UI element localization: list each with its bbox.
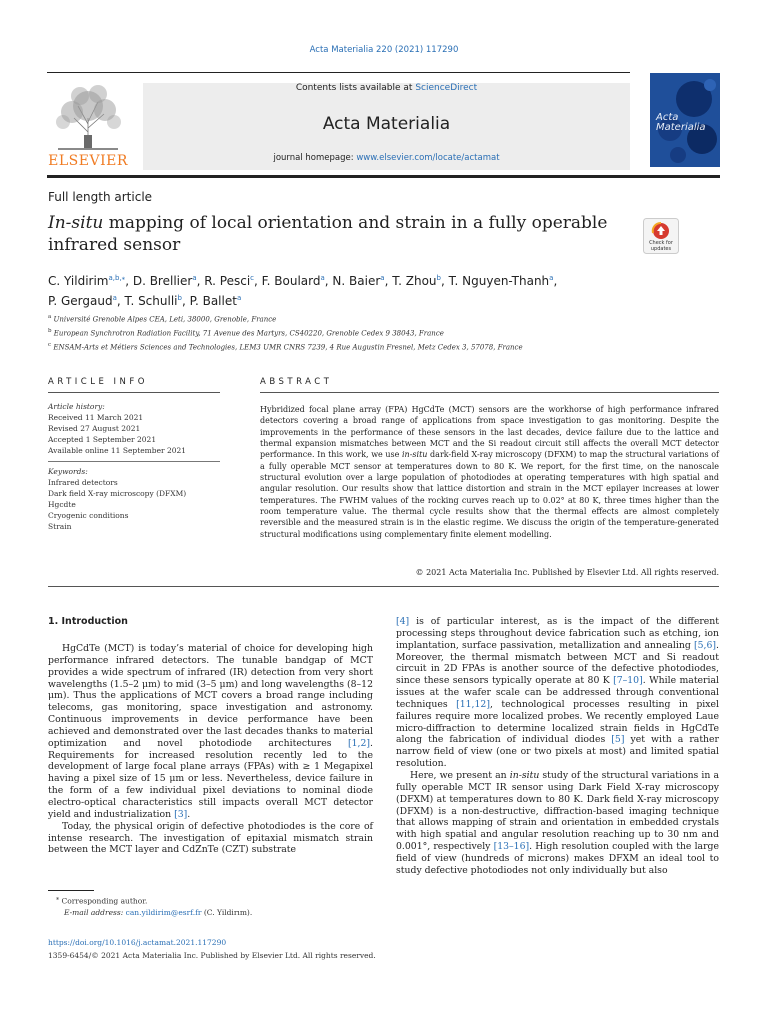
abstract-heading: ABSTRACT <box>260 377 333 387</box>
corresponding-author-footnote <box>48 893 373 918</box>
author[interactable]: N. Baier$^a$ <box>332 274 385 288</box>
keyword: Infrared detectors <box>48 478 118 487</box>
journal-citation[interactable]: Acta Materialia 220 (2021) 117290 <box>309 45 459 55</box>
journal-homepage-link[interactable]: www.elsevier.com/locate/actamat <box>356 153 500 163</box>
paragraph: Here, we present an in-situ study of the structural variations in a fully operable MCT IR sensor using Dark Field X-ray microscopy (DFXM) at temperatures down to 80 K. Dark field X-ray microscopy (DFXM) is a non-destructive, diffraction-based imaging technique that allows mapping of strain and orientation in embedded crystals with high spatial and angular resolution reaching up to 30 nm and 0.001°, respectively [13–16]. High resolution coupled with the large field of view (hundreds of microns) makes DFXM an ideal tool to study defective photodiodes not only individually but also <box>396 769 719 876</box>
cover-title-line1: Acta <box>656 112 679 123</box>
article-info-rule <box>48 392 220 393</box>
title-italic: In-situ <box>48 213 104 233</box>
journal-cover-thumbnail[interactable] <box>650 73 720 167</box>
paragraph-continued: [4] is of particular interest, as is the impact of the different processing steps throughout device fabrication such as etching, ion implantation, surface passivation, metallization and annealing [5,6]. Moreover, the thermal mismatch between MCT and Si readout circuit in 2D FPAs is another source of the defective photodiodes, since these sensors typically operate at 80 K [7–10]. While material issues at the wafer scale can be addressed through conventional techniques [11,12], technological processes resulting in pixel failures require more localized probes. We recently employed Laue micro-diffraction to determine localized strain fields in HgCdTe along the fabrication of individual diodes [5] yet with a rather narrow field of view (one or two pixels at most) and limited spatial resolution. <box>396 616 719 770</box>
keyword: Strain <box>48 522 72 531</box>
history-item: Available online 11 September 2021 <box>48 446 187 455</box>
citation-link[interactable]: [3] <box>174 808 188 820</box>
body-column-right <box>396 616 719 877</box>
citation-link[interactable]: [11,12] <box>456 698 490 710</box>
author[interactable]: T. Zhou$^b$ <box>392 274 441 288</box>
author-list <box>48 270 628 310</box>
check-updates-line1: Check for <box>649 240 673 246</box>
citation-link[interactable]: [5] <box>611 734 625 746</box>
affiliation: $^a$ Université Grenoble Alpes CEA, Leti, 38000, Grenoble, France <box>48 314 277 324</box>
affiliation: $^b$ European Synchrotron Radiation Facility, 71 Avenue des Martyrs, CS40220, Grenoble Cedex 9 38043, France <box>48 327 444 338</box>
authors-line-2: P. Gergaud$^a$, T. Schulli$^b$, P. Ballet$^a$ <box>48 294 242 308</box>
sciencedirect-link[interactable]: ScienceDirect <box>415 83 478 93</box>
corresponding-line: ⁎ Corresponding author. <box>56 895 148 906</box>
author[interactable]: R. Pesci$^c$ <box>204 274 255 288</box>
history-keywords-divider <box>48 461 220 462</box>
issn-copyright: 1359-6454/© 2021 Acta Materialia Inc. Published by Elsevier Ltd. All rights reserved. <box>48 951 376 960</box>
keywords-label: Keywords: <box>48 467 88 476</box>
author[interactable]: T. Schulli$^b$ <box>124 294 182 308</box>
history-label: Article history: <box>48 402 105 411</box>
affiliation: $^c$ ENSAM-Arts et Métiers Sciences and Technologies, LEM3 UMR CNRS 7239, 4 Rue Augustin Fresnel, Metz Cedex 3, 57078, France <box>48 341 523 351</box>
abstract-rule <box>260 392 719 393</box>
abstract-text: Hybridized focal plane array (FPA) HgCdTe (MCT) sensors are the workhorse of high performance infrared detectors covering a broad range of applications from space investigation to gas monitoring. Despite the improvements in the performance of these sensors in the last decades, device failure due to the lattice and thermal expansion mismatches between MCT and the Si readout circuit still affects the overall MCT detector performance. In this work, we use in-situ dark-field X-ray microscopy (DFXM) to map the structural variations of a fully operable MCT sensor at temperatures down to 80 K. We report, for the first time, on the nanoscale structural evolution over a large population of photodiodes at operating temperatures with high spatial and angular resolution. Our results show that lattice distortion and strain in the MCT epilayer increases at lower temperatures. The FWHM values of the rocking curves reach up to 0.02° at 80 K, three times higher than the room temperature value. The thermal cycle results show that the thermal effects are almost completely reversible and the measured strain is in the elastic regime. We discuss the origin of the temperature-generated structural modifications using complementary finite element modelling. <box>260 405 720 539</box>
abstract-copyright: © 2021 Acta Materialia Inc. Published by Elsevier Ltd. All rights reserved. <box>415 568 719 577</box>
keyword: Dark field X-ray microscopy (DFXM) <box>48 489 187 498</box>
author[interactable]: P. Ballet$^a$ <box>189 294 242 308</box>
keyword: Cryogenic conditions <box>48 511 129 520</box>
article-info-heading: ARTICLE INFO <box>48 377 148 387</box>
paragraph: HgCdTe (MCT) is today’s material of choice for developing high performance infrared detectors. The tunable bandgap of MCT provides a wide spectrum of infrared (IR) detection from very short wavelengths (1.5–2 μm) to mid (3–5 μm) and long wavelengths (8–12 μm). Thus the applications of MCT covers a broad range including telecoms, gas monitoring, space investigation and astronomy. Continuous improvements in device performance have been achieved and demonstrated over the last decades thanks to material optimization and novel photodiode architectures [1,2]. Requirements for increased resolution recently led to the development of large focal plane arrays (FPAs) with ≥ 1 Megapixel having a pixel size of 15 μm or less. Nevertheless, device failure in the form of a few individual pixel deviations to nominal diode electro-optical characteristics still impacts overall MCT detector yield and industrialization [3]. <box>48 643 374 820</box>
author[interactable]: D. Brellier$^a$ <box>132 274 197 288</box>
history-item: Accepted 1 September 2021 <box>48 435 157 444</box>
homepage-line <box>143 153 630 163</box>
doi-link[interactable]: https://doi.org/10.1016/j.actamat.2021.117290 <box>48 938 227 947</box>
homepage-prefix: journal homepage: <box>273 153 357 163</box>
footnote-rule <box>48 890 94 891</box>
citation-link[interactable]: [7–10] <box>613 675 643 687</box>
article-history <box>48 401 220 532</box>
article-type: Full length article <box>48 190 153 204</box>
check-updates-line2: updates <box>650 245 672 252</box>
paragraph: Today, the physical origin of defective photodiodes is the core of intense research. The investigation of epitaxial mismatch strain between the MCT layer and CdZnTe (CZT) substrate <box>48 820 373 856</box>
check-updates-label <box>643 241 679 252</box>
journal-name: Acta Materialia <box>322 114 451 134</box>
header-rule-bottom <box>47 175 720 178</box>
cover-title-line2: Materialia <box>656 122 706 133</box>
author[interactable]: T. Nguyen-Thanh$^a$ <box>448 274 554 288</box>
affiliations <box>48 312 688 353</box>
email-line: E-mail address: can.yildirim@esrf.fr (C. Yildirım). <box>64 907 253 917</box>
author-email-link[interactable]: can.yildirim@esrf.fr <box>125 907 202 917</box>
elsevier-wordmark: ELSEVIER <box>48 153 128 169</box>
section-heading-introduction: 1. Introduction <box>48 616 128 627</box>
header-rule-top <box>47 72 630 73</box>
citation-link[interactable]: [13–16] <box>493 841 530 853</box>
author[interactable]: F. Boulard$^a$ <box>261 274 325 288</box>
check-for-updates-badge[interactable] <box>643 218 679 254</box>
history-item: Revised 27 August 2021 <box>48 424 141 433</box>
citation-link[interactable]: [1,2] <box>347 737 371 749</box>
author[interactable]: C. Yildirim$^{a,b,⁎}$ <box>48 274 126 288</box>
keyword: Hgcdte <box>48 500 76 509</box>
cover-title <box>656 113 706 133</box>
authors-line-1: C. Yildirim$^{a,b,⁎}$, D. Brellier$^a$, R. Pesci$^c$, F. Boulard$^a$, N. Baier$^a$, T. Zhou$^b$, T. Nguyen-Thanh$^a$, <box>48 274 558 288</box>
contents-line <box>143 83 630 93</box>
citation-link[interactable]: [4] <box>396 616 410 627</box>
contents-prefix: Contents lists available at <box>295 83 416 93</box>
author[interactable]: P. Gergaud$^a$ <box>48 294 117 308</box>
citation-link[interactable]: [5,6] <box>693 639 717 651</box>
article-title <box>48 212 608 256</box>
body-column-left <box>48 643 373 856</box>
title-rest: mapping of local orientation and strain in a fully operable infrared sensor <box>48 213 608 255</box>
history-item: Received 11 March 2021 <box>48 413 144 422</box>
abstract-bottom-rule <box>48 586 719 587</box>
